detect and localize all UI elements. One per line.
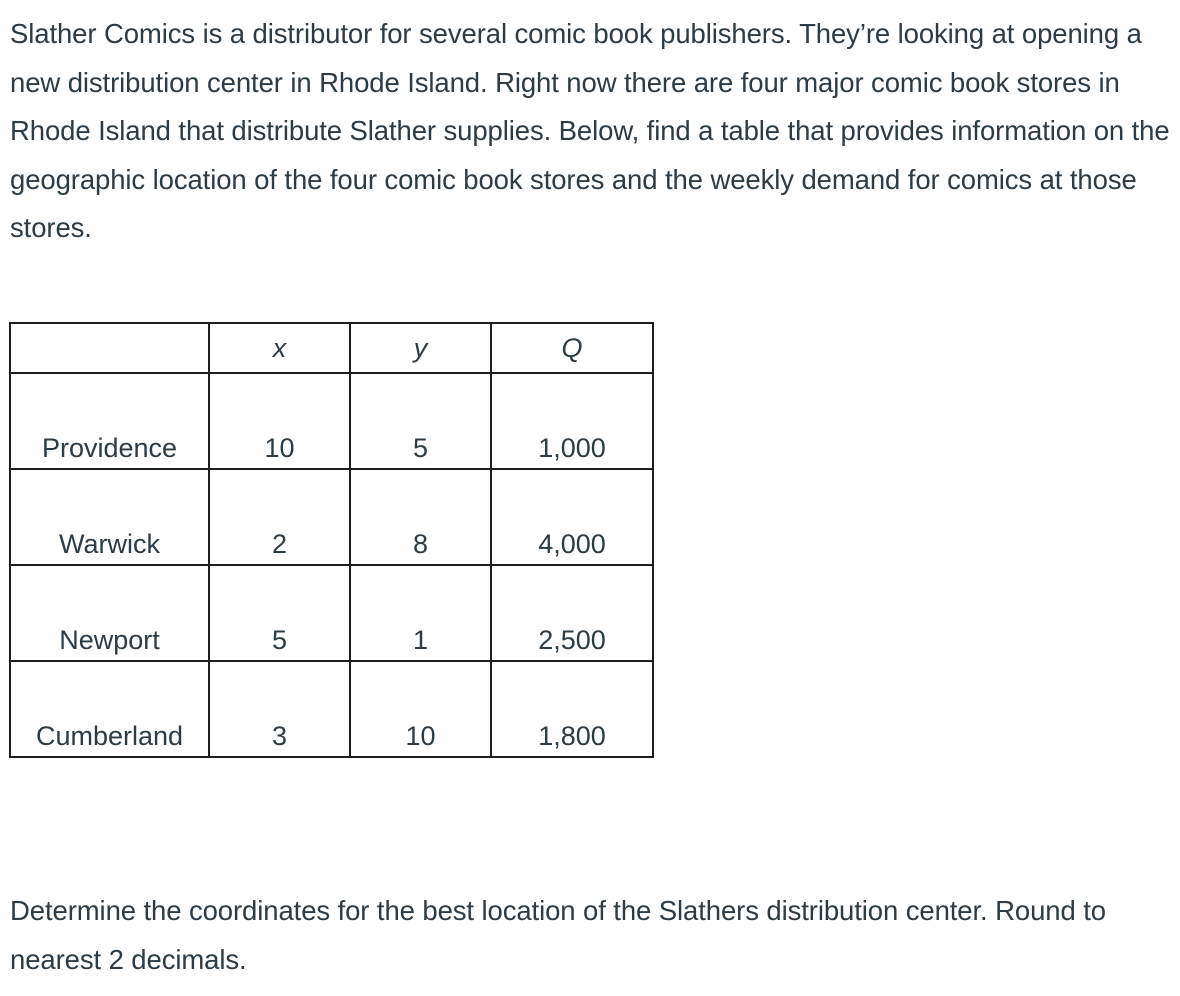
table-row <box>10 373 653 469</box>
question-paragraph: Determine the coordinates for the best location of the Slathers distribution center. Round to nearest 2 decimals. <box>10 895 1106 975</box>
q-value: 4,000 <box>491 469 653 565</box>
q-value: 1,000 <box>491 373 653 469</box>
x-value: 10 <box>209 373 350 469</box>
q-value: 1,800 <box>491 661 653 757</box>
table-row <box>10 469 653 565</box>
x-value: 2 <box>209 469 350 565</box>
y-value: 10 <box>350 661 491 757</box>
store-name: Cumberland <box>10 661 209 757</box>
y-value: 5 <box>350 373 491 469</box>
header-y: y <box>350 323 491 373</box>
store-name: Newport <box>10 565 209 661</box>
store-name: Warwick <box>10 469 209 565</box>
header-store <box>10 323 209 373</box>
table-row <box>10 565 653 661</box>
x-value: 3 <box>209 661 350 757</box>
table-header-row <box>10 323 653 373</box>
table-row <box>10 661 653 757</box>
header-x: x <box>209 323 350 373</box>
intro-paragraph: Slather Comics is a distributor for several comic book publishers. They’re looking at opening a new distribution center in Rhode Island. Right now there are four major comic book stores in Rhode Island that distribute Slather supplies. Below, find a table that provides information on the geographic location of the four comic book stores and the weekly demand for comics at those stores. <box>10 18 1170 243</box>
store-location-table <box>9 322 654 758</box>
header-q: Q <box>491 323 653 373</box>
x-value: 5 <box>209 565 350 661</box>
y-value: 8 <box>350 469 491 565</box>
store-name: Providence <box>10 373 209 469</box>
q-value: 2,500 <box>491 565 653 661</box>
y-value: 1 <box>350 565 491 661</box>
